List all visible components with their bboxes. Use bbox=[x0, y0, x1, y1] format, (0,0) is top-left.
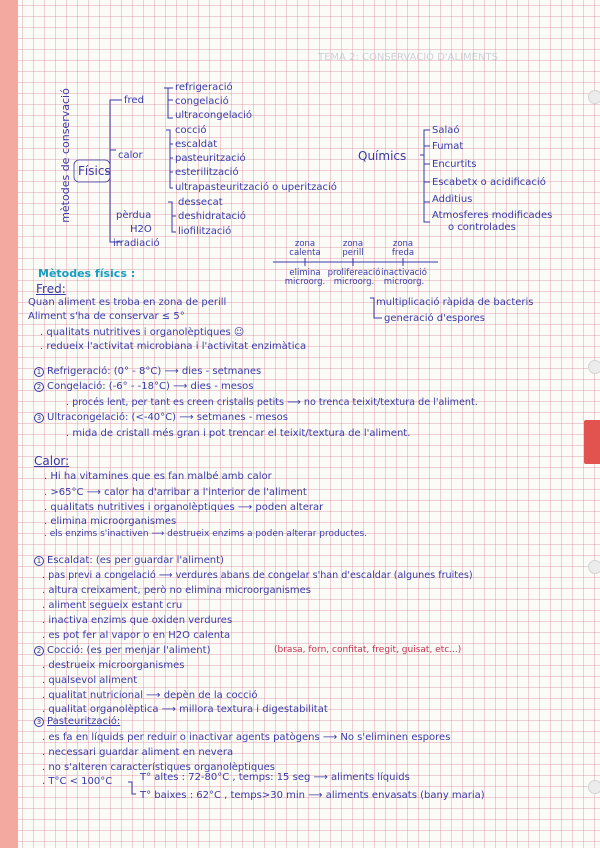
fred-method: 3 Ultracongelació: (<-40°C) ⟶ setmanes - mesos bbox=[34, 412, 288, 423]
calor-item: escaldat bbox=[175, 139, 218, 150]
zone-effect: inactivació microorg. bbox=[381, 268, 427, 287]
past-line: . necessari guardar aliment en nevera bbox=[42, 747, 234, 758]
calor-line: . >65°C ⟶ calor ha d'arribar a l'interior de l'aliment bbox=[44, 487, 307, 498]
bleed-through-text: TEMA 2: CONSERVACIÓ D'ALIMENTS bbox=[318, 52, 498, 63]
past-temp: T° baixes : 62°C , temps>30 min ⟶ aliments envasats (bany maria) bbox=[140, 790, 485, 801]
coccio-title: 2 Cocció: (es per menjar l'aliment) bbox=[34, 645, 210, 656]
perdua-item: liofilització bbox=[178, 226, 232, 237]
calor-branch: calor bbox=[118, 150, 143, 161]
quimics-item: Encurtits bbox=[432, 159, 477, 170]
fred-line: Quan aliment es troba en zona de perill bbox=[28, 297, 227, 308]
irradiacio-branch: irradiació bbox=[113, 238, 160, 249]
zone-effect: prolifereació microorg. bbox=[327, 268, 381, 287]
zone-label: zona calenta bbox=[289, 239, 321, 258]
perdua-branch: pèrdua bbox=[116, 210, 152, 221]
quimics-item: o controlades bbox=[448, 222, 516, 233]
fred-method-note: . mida de cristall més gran i pot trencar el teixit/textura de l'aliment. bbox=[66, 428, 411, 439]
coccio-line: . qualitat organolèptica ⟶ millora textura i digestabilitat bbox=[42, 704, 328, 715]
escaldat-line: . altura creixament, però no elimina microorganismes bbox=[42, 585, 311, 596]
escaldat-line: . aliment segueix estant cru bbox=[42, 600, 183, 611]
quimics-item: Salaó bbox=[432, 125, 460, 136]
calor-line: . elimina microorganismes bbox=[44, 516, 177, 527]
fred-line: Aliment s'ha de conservar ≤ 5° bbox=[28, 311, 185, 322]
fred-branch: fred bbox=[124, 95, 144, 106]
fred-consequence: generació d'espores bbox=[384, 313, 485, 324]
coccio-examples: (brasa, forn, confitat, fregit, guisat, etc...) bbox=[274, 645, 462, 655]
fred-method: 2 Congelació: (-6° - -18°C) ⟶ dies - mesos bbox=[34, 381, 253, 392]
side-title: mètodes de conservació bbox=[58, 88, 72, 223]
past-line: . T°C < 100°C bbox=[42, 776, 113, 787]
calor-item: pasteurització bbox=[175, 153, 246, 164]
past-line: . es fa en líquids per reduir o inactivar agents patògens ⟶ No s'eliminen espores bbox=[42, 732, 451, 743]
calor-line: . Hi ha vitamines que es fan malbé amb calor bbox=[44, 471, 272, 482]
calor-line: . els enzims s'inactiven ⟶ destrueix enzims a poden alterar productes. bbox=[44, 529, 367, 539]
fisics-label: Físics bbox=[78, 164, 111, 178]
fred-method-note: . procés lent, per tant es creen cristalls petits ⟶ no trenca teixit/textura de l'aliment. bbox=[66, 397, 478, 408]
coccio-line: . destrueix microorganismes bbox=[42, 660, 185, 671]
past-line: . no s'alteren característiques organolèptiques bbox=[42, 762, 275, 773]
escaldat-line: . es pot fer al vapor o en H2O calenta bbox=[42, 630, 231, 641]
escaldat-title: 1 Escaldat: (es per guardar l'aliment) bbox=[34, 555, 224, 566]
quimics-item: Atmosferes modificades bbox=[432, 210, 553, 221]
perdua-item: deshidratació bbox=[178, 211, 246, 222]
fred-item: refrigeració bbox=[175, 82, 233, 93]
metodes-title: Mètodes físics : bbox=[38, 267, 136, 280]
h2o-label: H2O bbox=[130, 224, 152, 235]
fred-line: . qualitats nutritives i organolèptiques ☺ bbox=[40, 327, 245, 338]
calor-heading: Calor: bbox=[34, 454, 70, 468]
fred-item: ultracongelació bbox=[175, 110, 253, 121]
escaldat-line: . pas previ a congelació ⟶ verdures abans de congelar s'han d'escaldar (algunes fruites) bbox=[42, 570, 473, 581]
notebook-page bbox=[18, 0, 600, 848]
escaldat-line: . inactiva enzims que oxiden verdures bbox=[42, 615, 233, 626]
fred-consequence: multiplicació ràpida de bacteris bbox=[376, 297, 534, 308]
perdua-item: dessecat bbox=[178, 197, 223, 208]
past-title: 3 Pasteurització: bbox=[34, 716, 120, 727]
fred-method: 1 Refrigeració: (0° - 8°C) ⟶ dies - setmanes bbox=[34, 366, 261, 377]
zone-effect: elimina microorg. bbox=[284, 268, 326, 287]
calor-item: esterilització bbox=[175, 167, 239, 178]
coccio-line: . qualitat nutricional ⟶ depèn de la cocció bbox=[42, 690, 258, 701]
coccio-line: . qualsevol aliment bbox=[42, 675, 138, 686]
fred-item: congelació bbox=[175, 96, 229, 107]
quimics-item: Escabetx o acidificació bbox=[432, 177, 546, 188]
fred-heading: Fred: bbox=[36, 282, 66, 296]
calor-line: . qualitats nutritives i organolèptiques ⟶ poden alterar bbox=[44, 502, 324, 513]
quimics-label: Químics bbox=[358, 149, 407, 163]
zone-label: zona perill bbox=[342, 239, 364, 258]
calor-item: cocció bbox=[175, 125, 207, 136]
quimics-item: Additius bbox=[432, 194, 473, 205]
fred-line: . redueix l'activitat microbiana i l'activitat enzimàtica bbox=[40, 341, 307, 352]
calor-item: ultrapasteurització o uperització bbox=[175, 182, 337, 193]
quimics-item: Fumat bbox=[432, 141, 464, 152]
past-temp: T° altes : 72-80°C , temps: 15 seg ⟶ aliments líquids bbox=[140, 772, 410, 783]
zone-label: zona freda bbox=[391, 239, 415, 258]
